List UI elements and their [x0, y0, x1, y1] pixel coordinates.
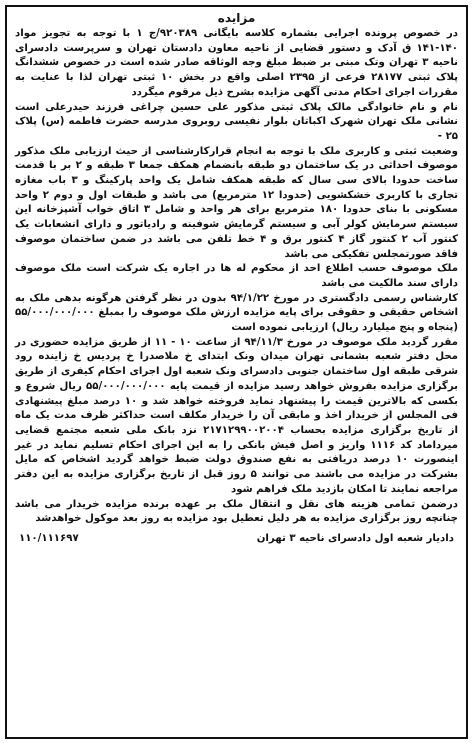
paragraph-costs: درضمن تمامی هزینه های نقل و انتقال ملک بر عهده برنده مزایده خریدار می باشد چنانچه روز برگزاری مزایده به هر دلیل تعطیل بود مزایده به روز بعد موکول خواهدشد — [15, 498, 458, 525]
paragraph-auction-terms: مقرر گردید ملک موصوف در مورخ ۹۴/۱۱/۳ از ساعت ۱۰ - ۱۱ از طریق مزایده حضوری در محل دفتر شعبه بشمانی تهران میدان ونک ابتدای خ ملاصدرا خ پردیس خ زاینده رود شرقی طبقه اول ساختمان جنوبی دادسرای ونک شعبه اول اجرای احکام کیفری از طریق برگزاری مزایده بفروش خواهد رسید مزایده از قیمت پایه ۵۵/۰۰۰/۰۰۰/۰۰۰ ریال شروع و بکسی که بالاترین قیمت را پیشنهاد نماید فروخته خواهد شد و ۱۰ درصد مبلغ پیشنهادی فی المجلس از خریدار اخذ و مابقی آن را خریدار مکلف است حداکثر ظرف مدت یک ماه از تاریخ برگزاری مزایده بحساب ۲۱۷۱۲۹۹۰۰۲۰۰۴ نزد بانک ملی شعبه مجتمع قضایی میرداماد کد ۱۱۱۶ واریز و اصل فیش بانکی را به این اجرای احکام تسلیم نماید در غیر اینصورت ۱۰ درصد دریافتی به نفع صندوق دولت ضبط خواهد گردید اشخاص که مایل بشرکت در مزایده می باشند می توانند ۵ روز قبل از تاریخ برگزاری مزایده به این دفتر مراجعه نمایند تا امکان بازدید ملک فراهم شود — [15, 336, 459, 495]
paragraph-case-intro: در خصوص پرونده اجرایی بشماره کلاسه بایگانی ۹۲۰۳۸۹/ج ۱ با توجه به تجویز مواد ۱۴۰-۱۴۱ ق آدک و دستور قضایی از ناحیه معاون دادستان تهران و سرپرست دادسرای ناحیه ۳ تهران وتک مبنی بر ضبط مبلغ وجه الوثاقه صادر شده است در خصوص ششدانگ پلاک ثبتی ۲۸۱۷۷ فرعی از ۲۳۹۵ اصلی واقع در بخش ۱۰ ثبتی تهران لذا با عنایت به مقررات اجرای احکام مدنی آگهی مزایده بشرح ذیل مرقوم میگردد — [15, 28, 459, 98]
notice-footer — [15, 533, 458, 544]
paragraph-lease-deed: ملک موصوف حسب اطلاع احد از محکوم له ها در اجاره یک شرکت است ملک موصوف دارای سند مالکیت می باشد — [15, 263, 458, 289]
auction-notice — [5, 5, 468, 739]
paragraph-property-status: وضعیت ثبتی و کاربری ملک با توجه به انجام قرارکارشناسی از حیث ارزیابی ملک مذکور موصوف احداثی در یک ساختمان دو طبقه بانضمام همکف جمعا ۳ طبقه و ۲ بر با قدمت ساخت حدودا بالای سی سال که طبقه همکف شامل یک واحد پارکینگ و ۳ باب مغازه تجاری با کاربری خشکشویی (حدودا ۱۲ مترمربع) می باشد و طبقات اول و دوم ۲ واحد مسکونی با بنای حدودا ۱۸۰ مترمربع برای هر واحد و شامل ۳ اتاق خواب آشپزخانه این سیستم سرمایش کولر آبی و سیستم گرمایش شوفینه و رادیاتور و دارای انشعابات یک کنتور آب ۲ کنتور گاز ۴ کنتور برق و ۴ خط تلفن می باشد در ضمن ساختمان موصوف فاقد صورتمجلس تفکیکی می باشد — [15, 145, 459, 260]
paragraph-appraisal: کارشناس رسمی دادگستری در مورخ ۹۴/۱/۲۲ بدون در نظر گرفتن هرگونه بدهی ملک به اشخاص حقیقی و حقوقی برای پایه مزایده ارزش ملک موصوف را بمبلغ ۵۵/۰۰۰/۰۰۰/۰۰۰ (پنجاه و پنج میلیارد ریال) ارزیابی نموده است — [15, 292, 458, 334]
paragraph-owner: نام و نام خانوادگی مالک پلاک ثبتی مذکور علی حسین چراغی فرزند حیدرعلی است نشانی ملک تهران شهرک اکباتان بلوار نفیسی روبروی مدرسه حضرت فاطمه (س) پلاک ۲۵ - — [15, 101, 458, 142]
notice-code: ۱۱۰/۱۱۱۶۹۷ — [19, 532, 79, 544]
notice-title: مزایده — [217, 11, 256, 25]
signature-line: دادیار شعبه اول دادسرای ناحیه ۳ تهران — [256, 532, 454, 544]
